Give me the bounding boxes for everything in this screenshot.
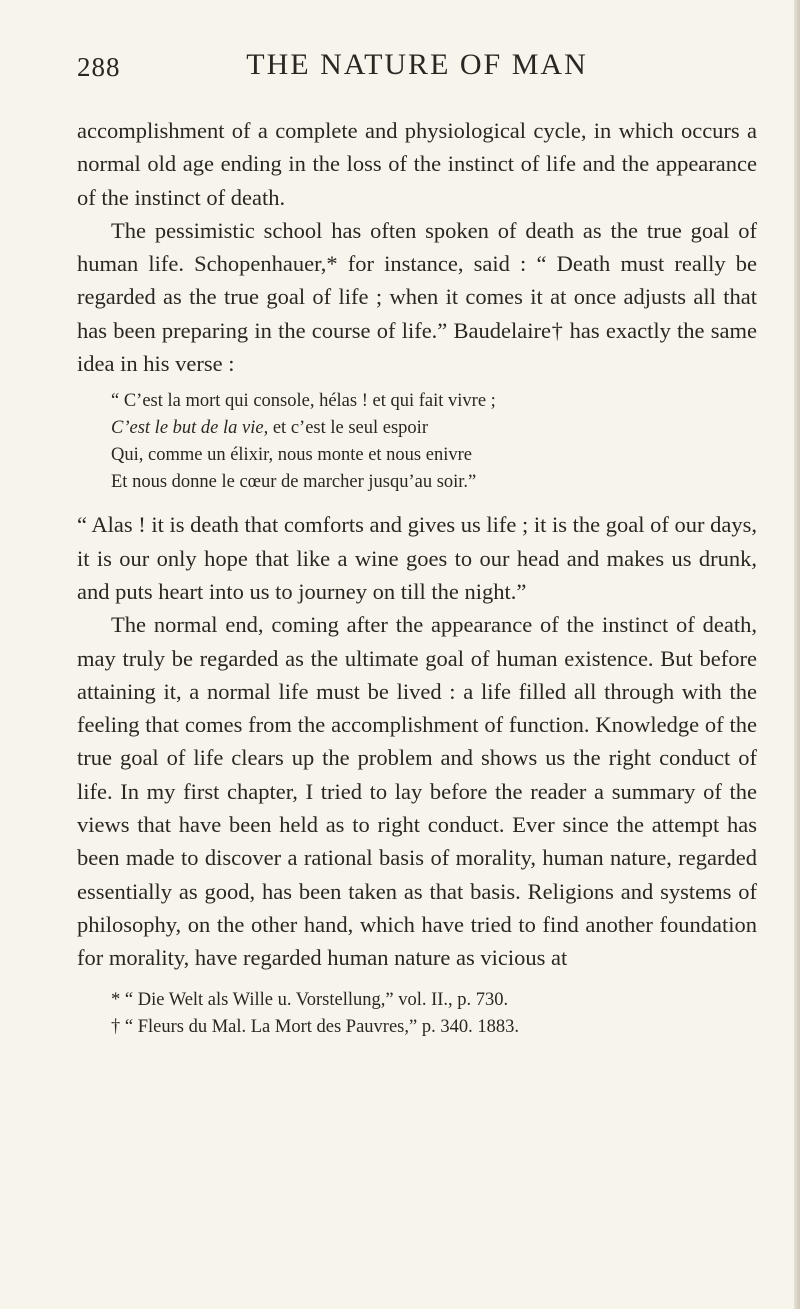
paragraph-continued: accomplishment of a complete and physiological cycle, in which occurs a normal old age ending in the loss of the instinct of life and the appearance of the instinct of death.	[77, 118, 757, 210]
page-number: 288	[77, 52, 121, 82]
footnote: † “ Fleurs du Mal. La Mort des Pauvres,” p. 340. 1883.	[111, 1016, 519, 1037]
paragraph-translation: “ Alas ! it is death that comforts and gives us life ; it is the goal of our days, it is our only hope that like a wine goes to our head and makes us drunk, and puts heart into us to journey on till the night.”	[77, 512, 757, 604]
verse-quotation	[77, 388, 757, 496]
footnotes	[77, 987, 757, 1041]
paragraph-pessimistic-school: The pessimistic school has often spoken of death as the true goal of human life. Schopenhauer,* for instance, said : “ Death must really be regarded as the true goal of life ; when it comes it at once adjusts all that has been preparing in the course of life.” Baudelaire† has exactly the same idea in his verse :	[77, 217, 757, 377]
body-text	[77, 114, 757, 1041]
page-header	[77, 48, 757, 88]
paragraph-normal-end: The normal end, coming after the appearance of the instinct of death, may truly be regarded as the ultimate goal of human existence. But before attaining it, a normal life must be lived : a life filled all through with the feeling that comes from the accomplishment of function. Knowledge of the true goal of life clears up the problem and shows us the right conduct of life. In my first chapter, I tried to lay before the reader a summary of the views that have been held as to right conduct. Ever since the attempt has been made to discover a rational basis of morality, human nature, regarded essentially as good, has been taken as that basis. Religions and systems of philosophy, on the other hand, which have tried to find another foundation for morality, have regarded human nature as vicious at	[77, 612, 757, 971]
verse-line: “ C’est la mort qui console, hélas ! et qui fait vivre ;	[111, 391, 496, 412]
page-edge	[794, 0, 800, 1309]
running-head: THE NATURE OF MAN	[246, 48, 588, 81]
verse-line: Qui, comme un élixir, nous monte et nous enivre	[111, 445, 472, 466]
verse-line: Et nous donne le cœur de marcher jusqu’au soir.”	[111, 472, 477, 493]
verse-line	[111, 415, 757, 442]
footnote: * “ Die Welt als Wille u. Vorstellung,” vol. II., p. 730.	[111, 989, 509, 1010]
verse-italic-phrase: C’est le but de la vie,	[111, 418, 269, 439]
verse-line-rest: et c’est le seul espoir	[268, 418, 428, 439]
